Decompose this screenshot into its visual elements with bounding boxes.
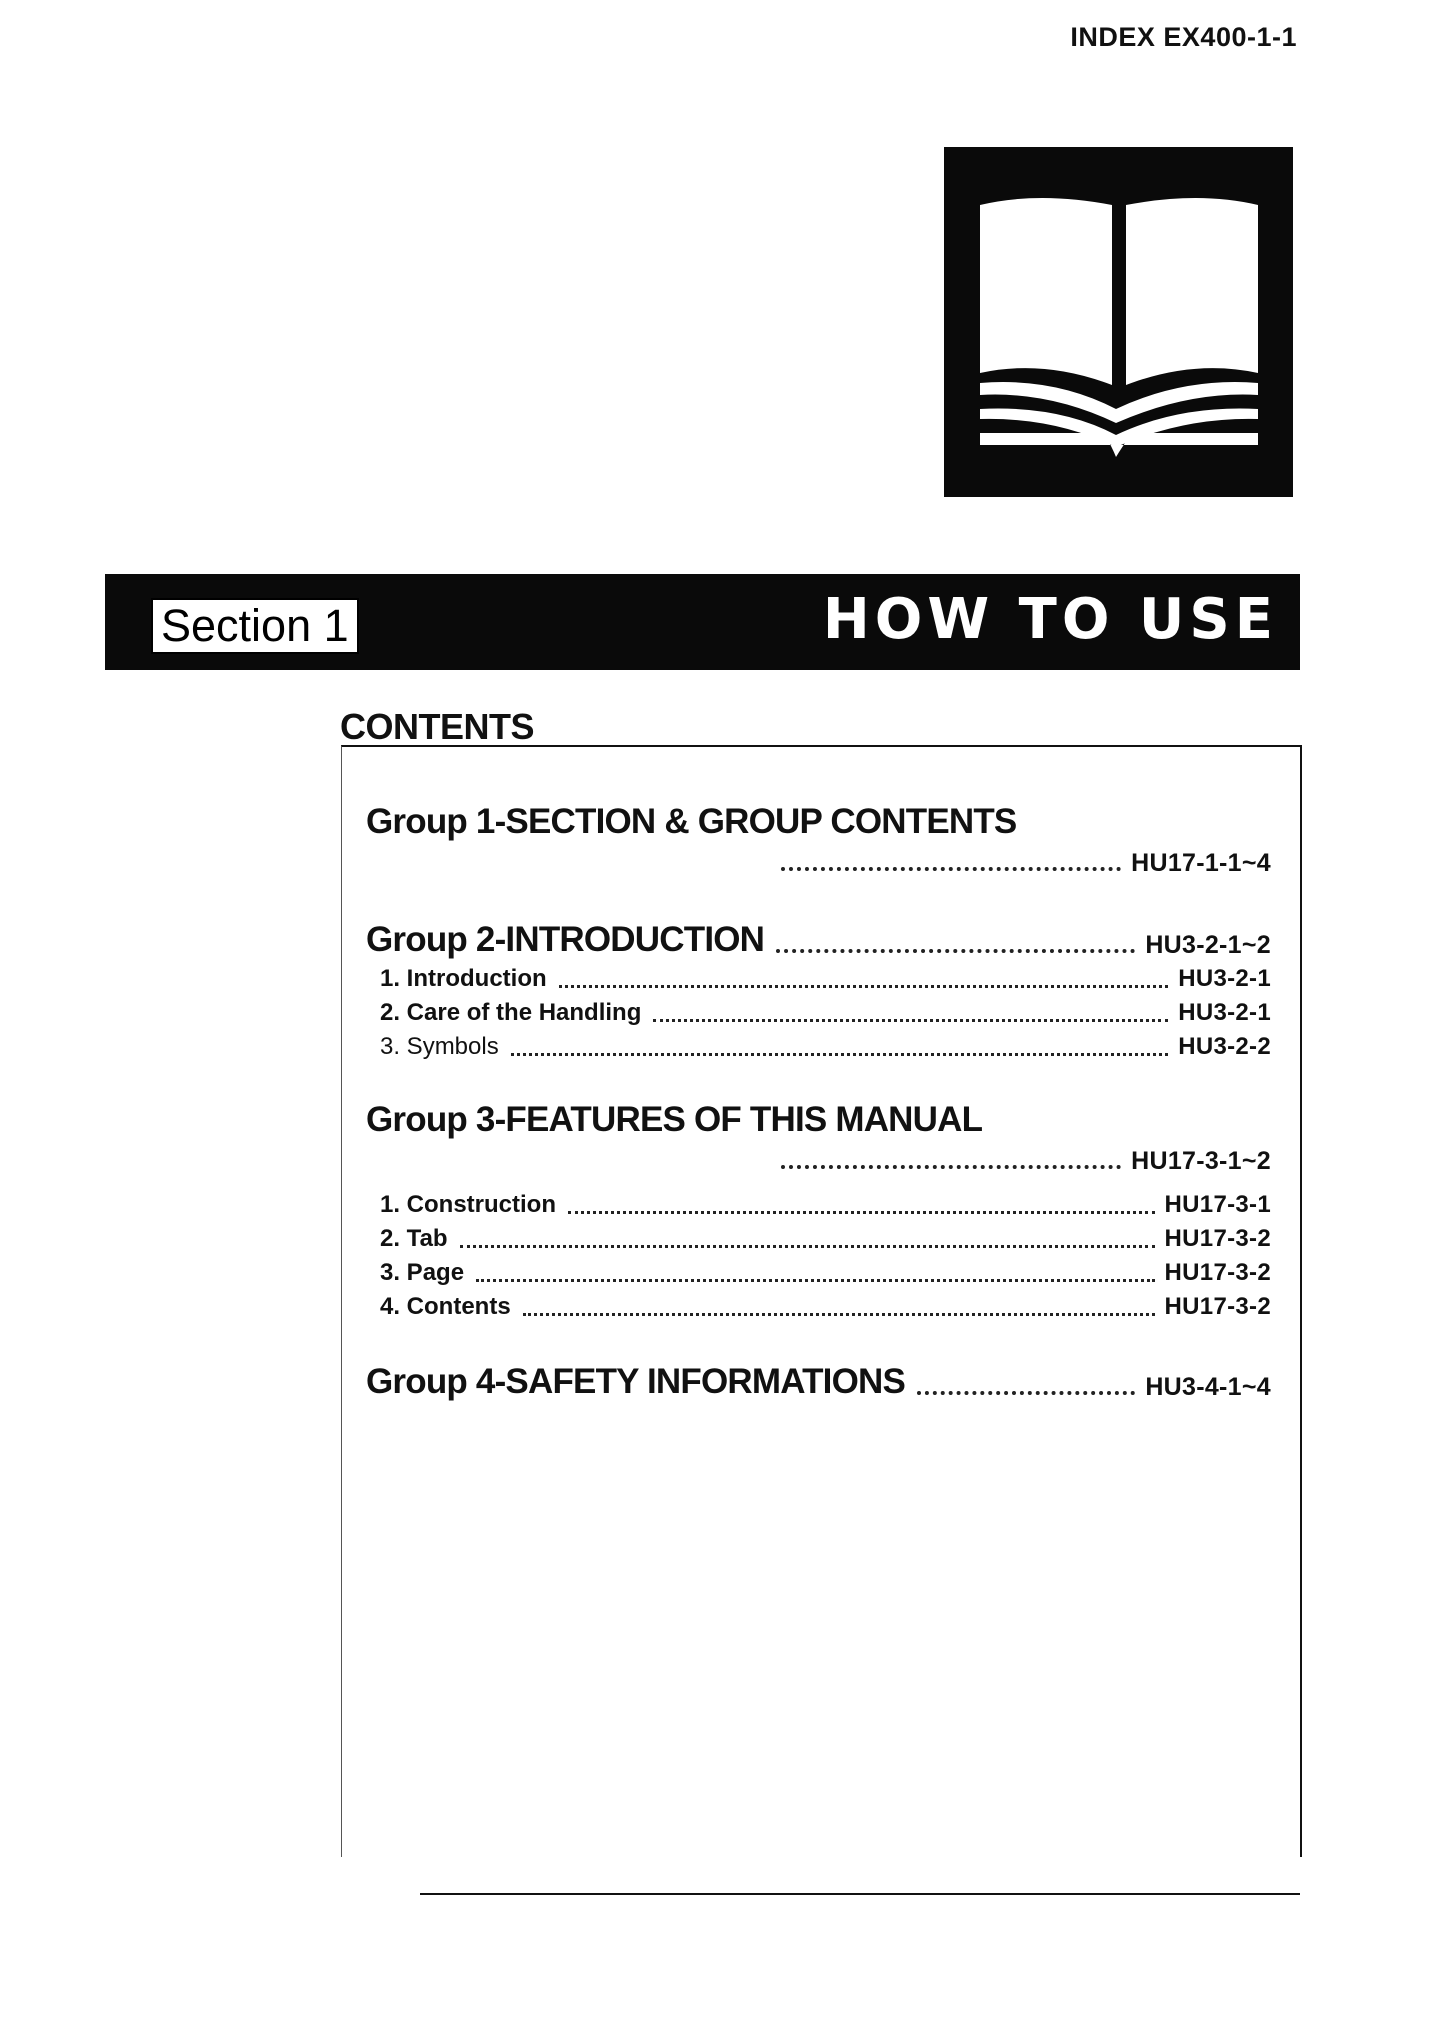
- toc-item-label: 3. Page: [380, 1259, 465, 1286]
- toc-item-label: 1. Introduction: [380, 965, 547, 992]
- toc-item: [366, 1290, 1271, 1324]
- toc-item: [366, 1030, 1271, 1064]
- dot-leader: [917, 1391, 1135, 1395]
- toc-group-title: Group 3-FEATURES OF THIS MANUAL: [366, 1100, 983, 1139]
- toc-item-ref: HU3-2-1: [1178, 999, 1271, 1026]
- open-book-icon: [944, 147, 1293, 497]
- toc-group-title: Group 2-INTRODUCTION: [366, 920, 765, 959]
- dot-leader: [559, 985, 1169, 988]
- section-banner: [105, 574, 1300, 670]
- toc-item-label: 2. Tab: [380, 1225, 448, 1252]
- dot-leader: [568, 1211, 1155, 1214]
- toc-item-ref: HU17-3-2: [1164, 1259, 1271, 1286]
- toc-item-label: 3. Symbols: [380, 1033, 499, 1060]
- toc-group-ref: HU17-1-1~4: [1131, 849, 1271, 877]
- toc-item-ref: HU17-3-2: [1164, 1293, 1271, 1320]
- toc-item-ref: HU17-3-1: [1164, 1191, 1271, 1218]
- toc-group-1: [366, 800, 1271, 880]
- dot-leader: [781, 867, 1121, 871]
- toc-item: [366, 1222, 1271, 1256]
- table-of-contents: [366, 800, 1271, 1432]
- toc-item-ref: HU3-2-2: [1178, 1033, 1271, 1060]
- toc-item-label: 2. Care of the Handling: [380, 999, 642, 1026]
- toc-group-ref: HU3-4-1~4: [1145, 1373, 1271, 1401]
- dot-leader: [653, 1019, 1168, 1022]
- dot-leader: [781, 1165, 1121, 1169]
- toc-group-title: Group 4-SAFETY INFORMATIONS: [366, 1362, 906, 1401]
- toc-item-label: 4. Contents: [380, 1293, 511, 1320]
- contents-heading: CONTENTS: [340, 706, 534, 747]
- toc-group-2: [366, 918, 1271, 1064]
- dot-leader: [511, 1053, 1168, 1056]
- dot-leader: [460, 1245, 1155, 1248]
- section-label: Section 1: [151, 598, 359, 654]
- toc-group-4: [366, 1360, 1271, 1404]
- toc-item-ref: HU17-3-2: [1164, 1225, 1271, 1252]
- toc-item: [366, 1256, 1271, 1290]
- toc-item: [366, 962, 1271, 996]
- dot-leader: [776, 949, 1135, 953]
- index-code: INDEX EX400-1-1: [1070, 22, 1297, 52]
- toc-group-3: [366, 1098, 1271, 1324]
- section-title: HOW TO USE: [822, 587, 1278, 652]
- toc-item-label: 1. Construction: [380, 1191, 557, 1218]
- dot-leader: [523, 1313, 1155, 1316]
- toc-group-ref: HU17-3-1~2: [1131, 1147, 1271, 1175]
- toc-group-title: Group 1-SECTION & GROUP CONTENTS: [366, 802, 1017, 841]
- toc-item-ref: HU3-2-1: [1178, 965, 1271, 992]
- toc-item: [366, 996, 1271, 1030]
- bottom-rule: [420, 1893, 1300, 1895]
- toc-item: [366, 1188, 1271, 1222]
- toc-group-ref: HU3-2-1~2: [1145, 931, 1271, 959]
- dot-leader: [476, 1279, 1155, 1282]
